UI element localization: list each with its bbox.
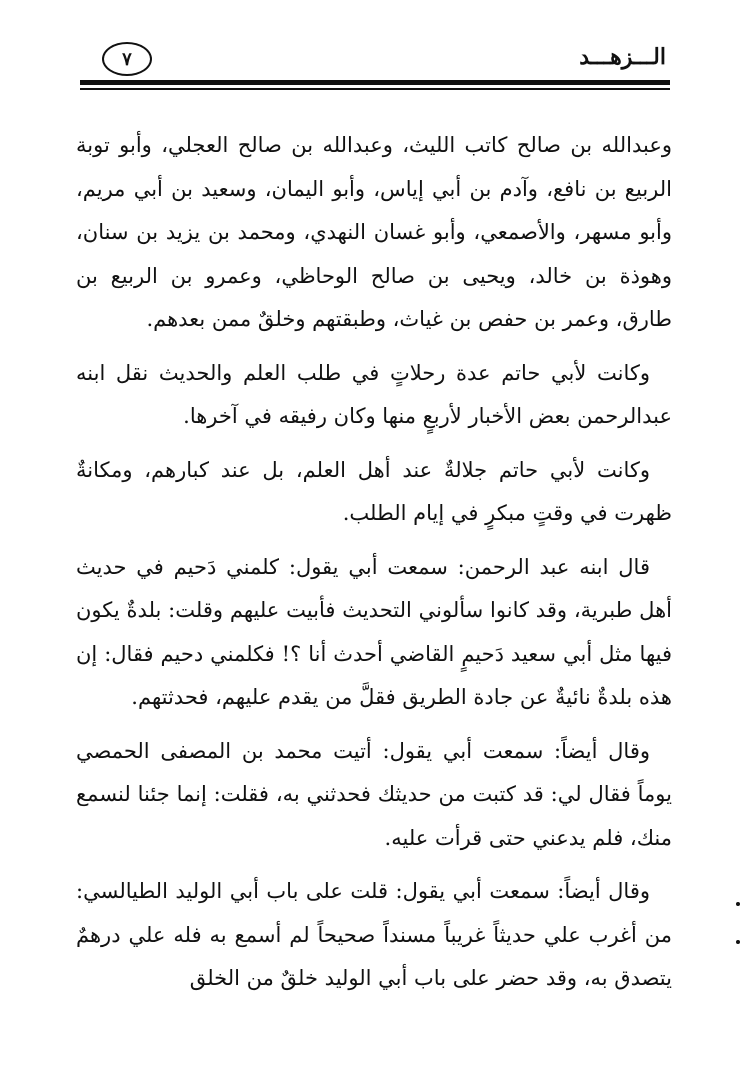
page-number: ٧ [102,42,152,76]
header-rule-thin [80,88,670,90]
paragraph-5: وقال أيضاً: سمعت أبي يقول: أتيت محمد بن المصفى الحمصي يوماً فقال لي: قد كتبت من حديثك فحدثني به، فقلت: إنما جئنا لنسمع منك، فلم يدعني حتى قرأت عليه. [76,738,672,850]
margin-mark [736,940,740,944]
page-header [80,36,670,88]
paragraph-2: وكانت لأبي حاتم عدة رحلاتٍ في طلب العلم والحديث نقل ابنه عبدالرحمن بعض الأخبار لأربعٍ منها وكان رفيقه في آخرها. [76,360,672,428]
paragraph-3: وكانت لأبي حاتم جلالةٌ عند أهل العلم، بل عند كبارهم، ومكانةٌ ظهرت في وقتٍ مبكرٍ في إيام الطلب. [76,457,672,525]
margin-mark [736,902,740,906]
paragraph-6: وقال أيضاً: سمعت أبي يقول: قلت على باب أبي الوليد الطيالسي: من أغرب علي حديثاً غريباً مسنداً صحيحاً لم أسمع به فله علي درهمٌ يتصدق به، وقد حضر على باب أبي الوليد خلقٌ من الخلق [76,879,672,990]
body-text [76,124,672,1011]
paragraph-1: وعبدالله بن صالح كاتب الليث، وعبدالله بن صالح العجلي، وأبو توبة الربيع بن نافع، وآدم بن أبي إياس، وأبو اليمان، وسعيد بن أبي مريم، وأبو مسهر، والأصمعي، وأبو غسان النهدي، ومحمد بن يزيد بن سنان، وهوذة بن خالد، ويحيى بن صالح الوحاظي، وعمرو بن الربيع بن طارق، وعمر بن حفص بن غياث، وطبقتهم وخلقٌ ممن بعدهم. [76,133,672,331]
running-title: الـــزهـــد [579,44,666,70]
header-rule-thick [80,80,670,85]
paragraph-4: قال ابنه عبد الرحمن: سمعت أبي يقول: كلمني دَحيم في حديث أهل طبرية، وقد كانوا سألوني التحديث فأبيت عليهم وقلت: بلدةٌ يكون فيها مثل أبي سعيد دَحيمٍ القاضي أحدث أنا ؟! فكلمني دحيم فقال: إن هذه بلدةٌ نائيةٌ عن جادة الطريق فقلَّ من يقدم عليهم، فحدثتهم. [76,554,672,709]
